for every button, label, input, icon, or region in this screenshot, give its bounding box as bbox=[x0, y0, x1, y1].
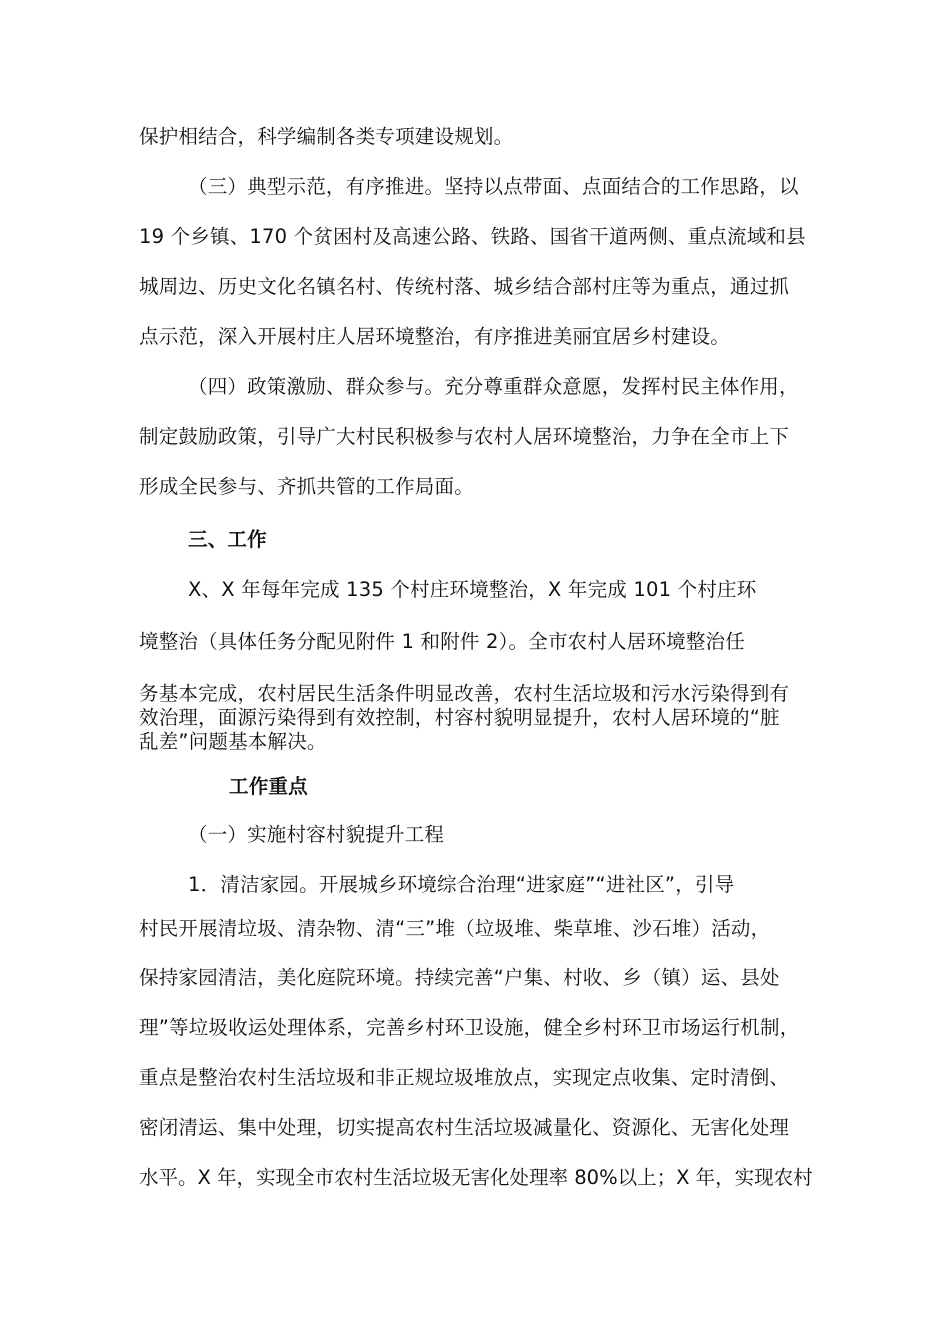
paragraph-line: 城周边、历史文化名镇名村、传统村落、城乡结合部村庄等为重点，通过抓 bbox=[139, 275, 790, 298]
paragraph-line: 点示范，深入开展村庄人居环境整治，有序推进美丽宜居乡村建设。 bbox=[139, 325, 731, 348]
paragraph-line: 制定鼓励政策，引导广大村民积极参与农村人居环境整治，力争在全市上下 bbox=[139, 425, 790, 448]
section-heading: 三、工作 bbox=[188, 528, 267, 551]
paragraph-line: 重点是整治农村生活垃圾和非正规垃圾堆放点，实现定点收集、定时清倒、 bbox=[139, 1066, 790, 1089]
paragraph-line: 形成全民参与、齐抓共管的工作局面。 bbox=[139, 475, 474, 498]
paragraph-line: 村民开展清垃圾、清杂物、清“三”堆（垃圾堆、柴草堆、沙石堆）活动， bbox=[139, 917, 771, 940]
paragraph-line: （三）典型示范，有序推进。坚持以点带面、点面结合的工作思路，以 bbox=[188, 175, 799, 198]
paragraph-line: 19 个乡镇、170 个贫困村及高速公路、铁路、国省干道两侧、重点流域和县 bbox=[139, 225, 806, 248]
subsection-heading: （一）实施村容村貌提升工程 bbox=[188, 823, 445, 846]
paragraph-line: 水平。X 年，实现全市农村生活垃圾无害化处理率 80%以上；X 年，实现农村 bbox=[139, 1166, 813, 1189]
paragraph-line: 1．清洁家园。开展城乡环境综合治理“进家庭”“进社区”，引导 bbox=[188, 873, 735, 896]
paragraph-line: 保护相结合，科学编制各类专项建设规划。 bbox=[139, 125, 514, 148]
paragraph-line: （四）政策激励、群众参与。充分尊重群众意愿，发挥村民主体作用， bbox=[188, 375, 799, 398]
paragraph-line: 密闭清运、集中处理，切实提高农村生活垃圾减量化、资源化、无害化处理 bbox=[139, 1116, 790, 1139]
paragraph-line: 境整治（具体任务分配见附件 1 和附件 2）。全市农村人居环境整治任 bbox=[139, 630, 745, 653]
section-heading: 工作重点 bbox=[229, 775, 308, 798]
paragraph-line: 保持家园清洁，美化庭院环境。持续完善“户集、村收、乡（镇）运、县处 bbox=[139, 966, 780, 989]
paragraph-line: 效治理，面源污染得到有效控制，村容村貌明显提升，农村人居环境的“脏 bbox=[139, 706, 780, 729]
paragraph-line: 务基本完成，农村居民生活条件明显改善，农村生活垃圾和污水污染得到有 bbox=[139, 682, 790, 705]
paragraph-line: 乱差”问题基本解决。 bbox=[139, 730, 327, 753]
paragraph-line: 理”等垃圾收运处理体系，完善乡村环卫设施，健全乡村环卫市场运行机制， bbox=[139, 1016, 800, 1039]
paragraph-line: X、X 年每年完成 135 个村庄环境整治，X 年完成 101 个村庄环 bbox=[188, 578, 757, 601]
